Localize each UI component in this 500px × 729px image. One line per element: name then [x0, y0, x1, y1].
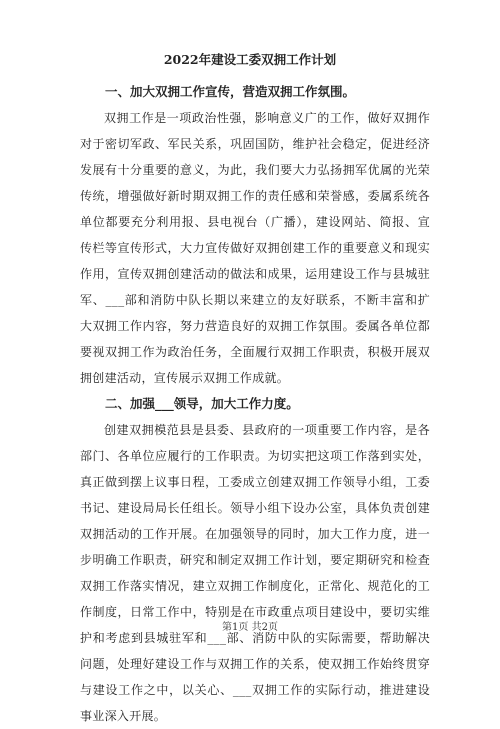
section-2-heading: 二、加强___领导，加大工作力度。: [105, 396, 299, 411]
document-title: 2022年建设工委双拥工作计划: [163, 52, 337, 67]
section-1-paragraph: 双拥工作是一项政治性强，影响意义广的工作，做好双拥作对于密切军政、军民关系，巩固国防，维护社会稳定，促进经济发展有十分重要的意义，为此，我们要大力弘扬拥军优属的光荣传统，增强做好新时期双拥工作的责任感和荣誉感，委属系统各单位都要充分利用报、县电视台（广播），建设网站、简报、宣传栏等宣传形式，大力宣传做好双拥创建工作的重要意义和现实作用，宣传双拥创建活动的做法和成果，运用建设工作与县城驻军、___部和消防中队长期以来建立的友好联系，不断丰富和扩大双拥工作内容，努力营造良好的双拥工作氛围。委属各单位都要视双拥工作为政治任务，全面履行双拥工作职责，积极开展双拥创建活动，宣传展示双拥工作成就。: [80, 111, 430, 385]
section-1-heading: 一、加大双拥工作宣传，营造双拥工作氛围。: [105, 84, 356, 99]
section-2-paragraph: 创建双拥模范县是县委、县政府的一项重要工作内容，是各部门、各单位应履行的工作职责。为切实把这项工作落到实处，真正做到摆上议事日程，工委成立创建双拥工作领导小组，工委书记、建设局局长任组长。领导小组下设办公室，具体负责创建双拥活动的工作开展。在加强领导的同时，加大工作力度，进一步明确工作职责，研究和制定双拥工作计划，要定期研究和检查双拥工作落实情况，建立双拥工作制度化，正常化、规范化的工作制度，日常工作中，特别是在市政重点项目建设中，要切实维护和考虑到县城驻军和___部、消防中队的实际需要，帮助解决问题，处理好建设工作与双拥工作的关系，使双拥工作始终贯穿与建设工作之中，以关心、___双拥工作的实际行动，推进建设事业深入开展。: [80, 423, 430, 723]
page-number-footer: 第1页 共2页: [222, 622, 278, 633]
